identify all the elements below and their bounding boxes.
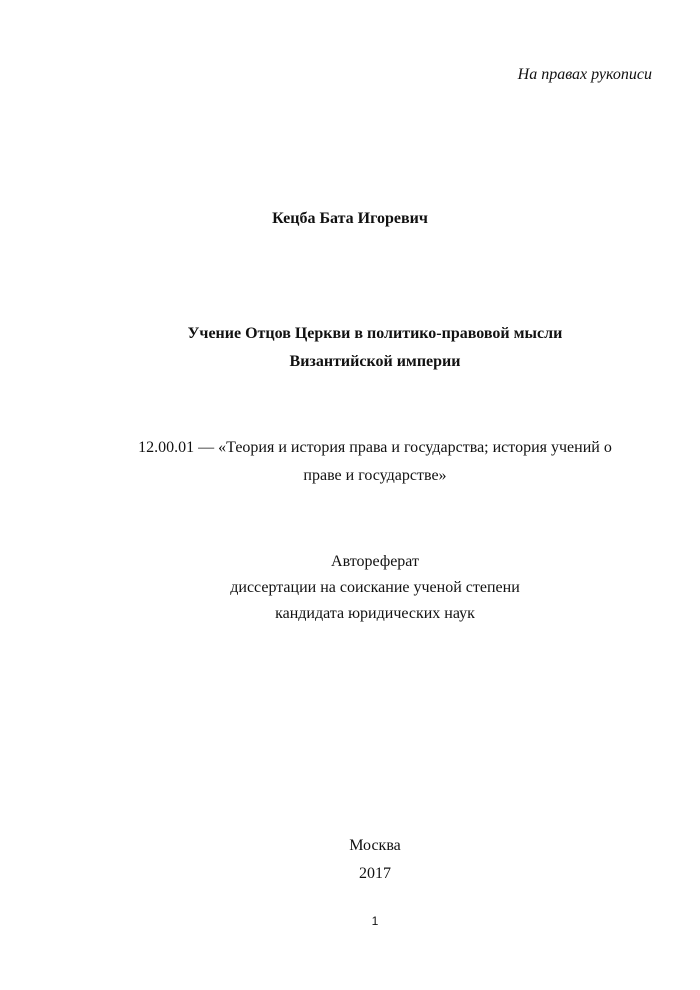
city: Москва bbox=[349, 837, 401, 854]
author-name: Кецба Бата Игоревич bbox=[272, 210, 428, 227]
dissertation-title bbox=[0, 320, 700, 376]
year: 2017 bbox=[359, 865, 391, 882]
title-line-1: Учение Отцов Церкви в политико-правовой мысли bbox=[187, 325, 563, 342]
rights-note: На правах рукописи bbox=[517, 66, 652, 83]
abstract-line-2: диссертации на соискание ученой степени bbox=[230, 579, 520, 596]
specialty-code bbox=[0, 434, 700, 490]
abstract-description bbox=[0, 549, 700, 627]
abstract-line-1: Автореферат bbox=[331, 553, 419, 570]
title-line-2: Византийской империи bbox=[289, 353, 461, 370]
place-and-year bbox=[0, 832, 700, 888]
specialty-line-1: 12.00.01 — «Теория и история права и государства; история учений о bbox=[138, 439, 612, 456]
page-number: 1 bbox=[371, 914, 379, 928]
abstract-line-3: кандидата юридических наук bbox=[275, 605, 475, 622]
specialty-line-2: праве и государстве» bbox=[303, 467, 447, 484]
